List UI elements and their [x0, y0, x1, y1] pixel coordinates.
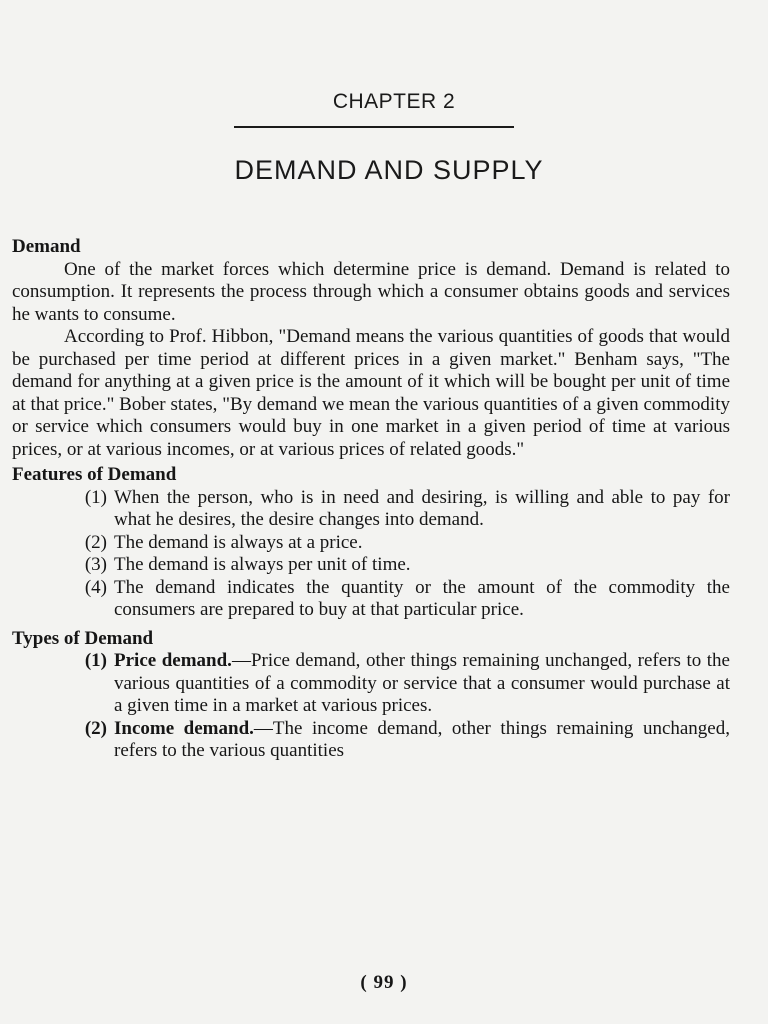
item-number: (2)	[84, 531, 107, 553]
item-term: Income demand.	[114, 717, 254, 739]
chapter-divider	[234, 126, 514, 128]
item-text	[114, 718, 730, 763]
item-text: The demand is always at a price.	[114, 531, 363, 553]
features-heading: Features of Demand	[12, 464, 177, 485]
demand-paragraph-2: According to Prof. Hibbon, "Demand means the various quantities of goods that would be purchased per time period at different prices in a given market." Benham says, "The demand for anything at a given price is the amount of it which will be bought per unit of time at that price." Bober states, "By demand we mean the various quantities of a given commodity or service which consumers would buy in one market in a given period of time at various prices, or at various incomes, or at various prices of related goods."	[12, 326, 730, 460]
item-text: When the person, who is in need and desiring, is willing and able to pay for what he desires, the desire changes into demand.	[114, 486, 730, 530]
types-heading: Types of Demand	[12, 627, 154, 649]
list-item	[12, 554, 730, 577]
chapter-label: CHAPTER 2	[332, 90, 456, 113]
page-number: ( 99 )	[360, 972, 408, 993]
item-text: The demand indicates the quantity or the amount of the commodity the consumers are prepared to buy at that particular price.	[114, 576, 730, 620]
item-text	[114, 650, 730, 718]
item-definition: —The income demand, other things remaining unchanged, refers to the various quantities	[114, 717, 730, 761]
item-number: (1)	[84, 486, 107, 508]
features-list	[12, 487, 730, 622]
list-item	[12, 532, 730, 555]
list-item	[12, 718, 730, 763]
chapter-title: DEMAND AND SUPPLY	[234, 155, 544, 185]
item-number: (4)	[84, 576, 107, 598]
types-list	[12, 650, 730, 763]
item-term: Price demand.	[114, 650, 232, 671]
page-body	[12, 236, 730, 763]
item-number: (1)	[84, 650, 107, 671]
item-number: (2)	[84, 717, 107, 739]
demand-heading: Demand	[12, 236, 81, 257]
item-definition: —Price demand, other things remaining unchanged, refers to the various quantities of a commodity or service that a consumer would purchase at a given time in a market at various prices.	[114, 650, 730, 716]
list-item	[12, 487, 730, 532]
item-number: (3)	[84, 554, 107, 575]
demand-paragraph-1: One of the market forces which determine price is demand. Demand is related to consumption. It represents the process through which a consumer obtains goods and services he wants to consume.	[12, 258, 730, 325]
list-item	[12, 650, 730, 718]
item-text: The demand is always per unit of time.	[114, 554, 411, 575]
list-item	[12, 577, 730, 622]
